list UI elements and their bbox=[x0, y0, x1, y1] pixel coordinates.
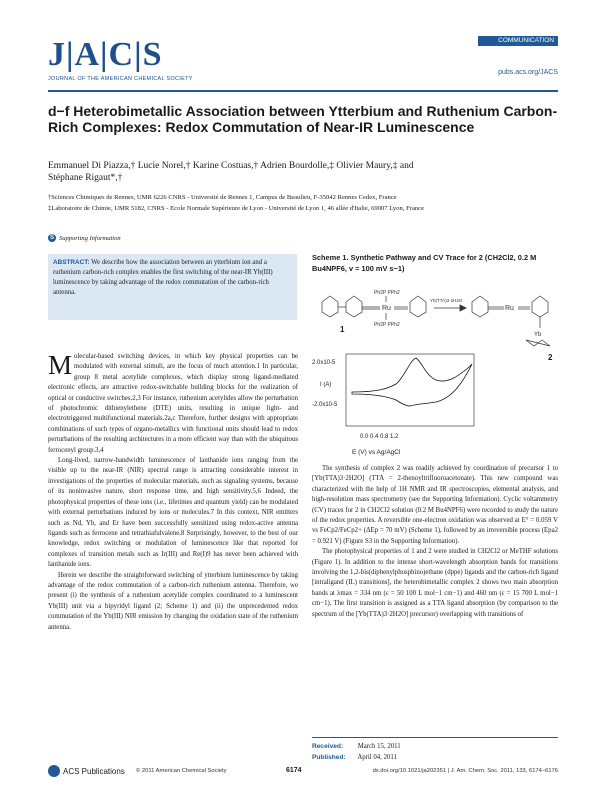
cv-tick-top: 2.0x10-5 bbox=[312, 360, 336, 366]
author-list bbox=[48, 160, 528, 184]
page-footer bbox=[48, 765, 558, 779]
authors-line-1: Emmanuel Di Piazza,† Lucie Norel,† Karine Costuas,† Adrien Bourdolle,‡ Olivier Maury,‡ and bbox=[48, 161, 414, 171]
label-1: 1 bbox=[340, 325, 345, 334]
header-divider bbox=[48, 90, 558, 92]
scheme-caption: Scheme 1. Synthetic Pathway and CV Trace for 2 (CH2Cl2, 0.2 M Bu4NPF6, v = 100 mV s−1) bbox=[312, 253, 537, 273]
drop-cap: M bbox=[48, 350, 73, 380]
abstract-text: We describe how the association between an ytterbium ion and a ruthenium carbon-rich complex enables the first switching of the near-IR Yb(III) luminescence by taking advantage of the redox commutation of the carbon-rich antenna. bbox=[53, 259, 273, 296]
scheme-figure bbox=[312, 276, 558, 462]
article-dates bbox=[312, 737, 558, 763]
supporting-info-label: Supporting Information bbox=[59, 234, 121, 242]
affiliation-1: †Sciences Chimiques de Rennes, UMR 6226 CNRS - Université de Rennes 1, Campus de Beaulieu, F-35042 Rennes Cedex, France bbox=[48, 194, 397, 201]
published-date: April 04, 2011 bbox=[357, 754, 397, 761]
copyright: © 2011 American Chemical Society bbox=[136, 768, 227, 774]
received-row bbox=[312, 741, 558, 752]
article-title: d−f Heterobimetallic Association between Ytterbium and Ruthenium Carbon-Rich Complexes: Redox Commutation of Near-IR Luminescence bbox=[48, 103, 558, 135]
doi-citation[interactable]: dx.doi.org/10.1021/ja202351 | J. Am. Chem. Soc. 2011, 133, 6174–6176 bbox=[372, 768, 558, 774]
published-row bbox=[312, 752, 558, 763]
label-2: 2 bbox=[548, 353, 553, 362]
cv-x-ticks: 0.0 0.4 0.8 1.2 bbox=[360, 434, 399, 440]
abstract-box bbox=[48, 254, 297, 320]
body-left-column bbox=[48, 352, 298, 633]
supporting-info-link[interactable] bbox=[48, 234, 121, 242]
affiliations bbox=[48, 193, 558, 214]
scheme-drawing bbox=[312, 276, 558, 462]
cv-x-axis-label: E (V) vs Ag/AgCl bbox=[352, 449, 401, 456]
journal-name: JOURNAL OF THE AMERICAN CHEMICAL SOCIETY bbox=[48, 76, 193, 82]
paragraph-2: Long-lived, narrow-bandwidth luminescence of lanthanide ions ranging from the visible up to the near-IR (NIR) spectral range is attracting considerable interest in investigations of the properties of molecular materials, such as signaling systems, because of its noninvasive nature, short response time, and high sensitivity.5,6 Indeed, the photophysical properties of these ions (i.e., lifetimes and quantum yield) can be modulated with external perturbations induced by ions or molecules.7 In this context, NIR emitters such as Nd, Yb, and Er have been successfully sensitized using redox-active antenna ligands such as ferrocene and tetrathiafulvalene.8 Surprisingly, however, to the best of our knowledge, redox switching or modulation of luminescence like that reported for complexes of transition metals such as Ir(III) and Re(I)9 has never been achieved with lanthanide ions. bbox=[48, 457, 298, 569]
paragraph-1: olecular-based switching devices, in which key physical properties can be modulated with external stimuli, are the focus of much attention.1 In particular, group 8 metal acetylide complexes, which display strong ligand-mediated electronic effects, are attractive redox-switchable building blocks for the realization of optical or conductive switches.2,3 For instance, ruthenium acetylides allow the perturbation of photochromic dithienylethene (DTE) units, resulting in unique light- and electrotriggered multifunctional materials.2a,c Therefore, further designs with appropriate combinations of such types of organo-metallics with functional units should lead to redox perturbations of the resulting architectures in a more efficient way than with the ubiquitous ferrocenyl group.3,4 bbox=[48, 353, 298, 454]
published-label: Published: bbox=[312, 754, 346, 761]
received-label: Received: bbox=[312, 743, 344, 750]
acs-logo-icon bbox=[48, 765, 60, 777]
paragraph-3: Herein we describe the straightforward switching of ytterbium luminescence by taking advantage of the redox commutation of a carbon-rich ruthenium antenna. Therefore, we present (i) the synthesis of a ruthenium acetylide complex coordinated to a luminescent Yb(III) unit via a bipyridyl ligand (2; Scheme 1) and (ii) the unprecedented redox commutation of the Yb(III) NIR emission by changing the oxidation state of the ruthenium antenna. bbox=[48, 571, 298, 631]
acs-publications-logo[interactable] bbox=[48, 765, 125, 777]
svg-text:Ph2P PPh2: Ph2P PPh2 bbox=[374, 290, 400, 296]
journal-url[interactable]: pubs.acs.org/JACS bbox=[498, 69, 558, 76]
paragraph-1-container bbox=[48, 352, 298, 456]
paragraph-5: The photophysical properties of 1 and 2 were studied in CH2Cl2 or MeTHF solutions (Figure 1). In addition to the intense short-wavelength absorption bands for transitions involving the 1,2-bis(diphenylphosphino)ethane (dppe) ligands and the carbon-rich ligand [intraligand (IL) transitions], the heterobimetallic complex 2 shows two main absorption bands at λmax = 334 nm (ε = 50 100 L mol−1 cm−1) and 460 nm (ε = 15 700 L mol−1 cm−1). The first transition is assigned as a TTA ligand absorption (by comparison to the spectrum of the [Yb(TTA)3·2H2O] precursor) overlapping with transitions of bbox=[312, 548, 558, 618]
supporting-info-icon: S bbox=[49, 235, 54, 241]
authors-line-2: Stéphane Rigaut*,† bbox=[48, 173, 123, 183]
body-right-column bbox=[312, 464, 558, 620]
svg-text:Ph2P PPh2: Ph2P PPh2 bbox=[374, 322, 400, 328]
cv-y-axis-label: I (A) bbox=[320, 382, 332, 388]
journal-header bbox=[48, 36, 558, 86]
paragraph-4: The synthesis of complex 2 was readily achieved by coordination of precursor 1 to [Yb(TTA)3·2H2O] (TTA = 2-thenoyltrifluoroacetonate). This new compound was characterized with the help of 1H NMR and IR spectroscopies, elemental analysis, and high-resolution mass spectrometry (see the Supporting Information). Cyclic voltammetry (CV) traces for 2 in CH2Cl2 solution (0.2 M Bu4NPF6) were recorded to study the nature of the redox properties. A reversible one-electron oxidation was observed at E° = 0.059 V vs FeCp2/FeCp2+ (ΔEp = 70 mV) (Scheme 1), followed by an irreversible process (Epa2 = 0.921 V) (Figure S3 in the Supporting Information). bbox=[312, 465, 558, 545]
reagent-label: Yb(TTA)3·2H2O bbox=[430, 298, 463, 303]
received-date: March 15, 2011 bbox=[357, 743, 401, 750]
svg-text:Ru: Ru bbox=[382, 305, 391, 312]
abstract-label: ABSTRACT: bbox=[53, 259, 90, 266]
structure-1 bbox=[322, 290, 426, 328]
cv-tick-bottom: -2.0x10-5 bbox=[312, 402, 338, 408]
section-badge: COMMUNICATION bbox=[478, 36, 558, 46]
svg-text:Ru: Ru bbox=[505, 305, 514, 312]
page-number: 6174 bbox=[286, 767, 302, 774]
structure-2 bbox=[472, 296, 550, 346]
svg-text:Yb: Yb bbox=[534, 332, 542, 338]
affiliation-2: ‡Laboratoire de Chimie, UMR 5182, CNRS - Ecole Normale Supérieure de Lyon - Université de Lyon 1, 46 allée d'Italie, 69007 Lyon, France bbox=[48, 204, 425, 212]
publisher-name: ACS Publications bbox=[63, 766, 125, 776]
journal-logo: J|A|C|S bbox=[48, 36, 163, 73]
cv-trace bbox=[352, 358, 472, 406]
reaction-arrow bbox=[434, 305, 466, 311]
cv-plot bbox=[312, 354, 474, 456]
